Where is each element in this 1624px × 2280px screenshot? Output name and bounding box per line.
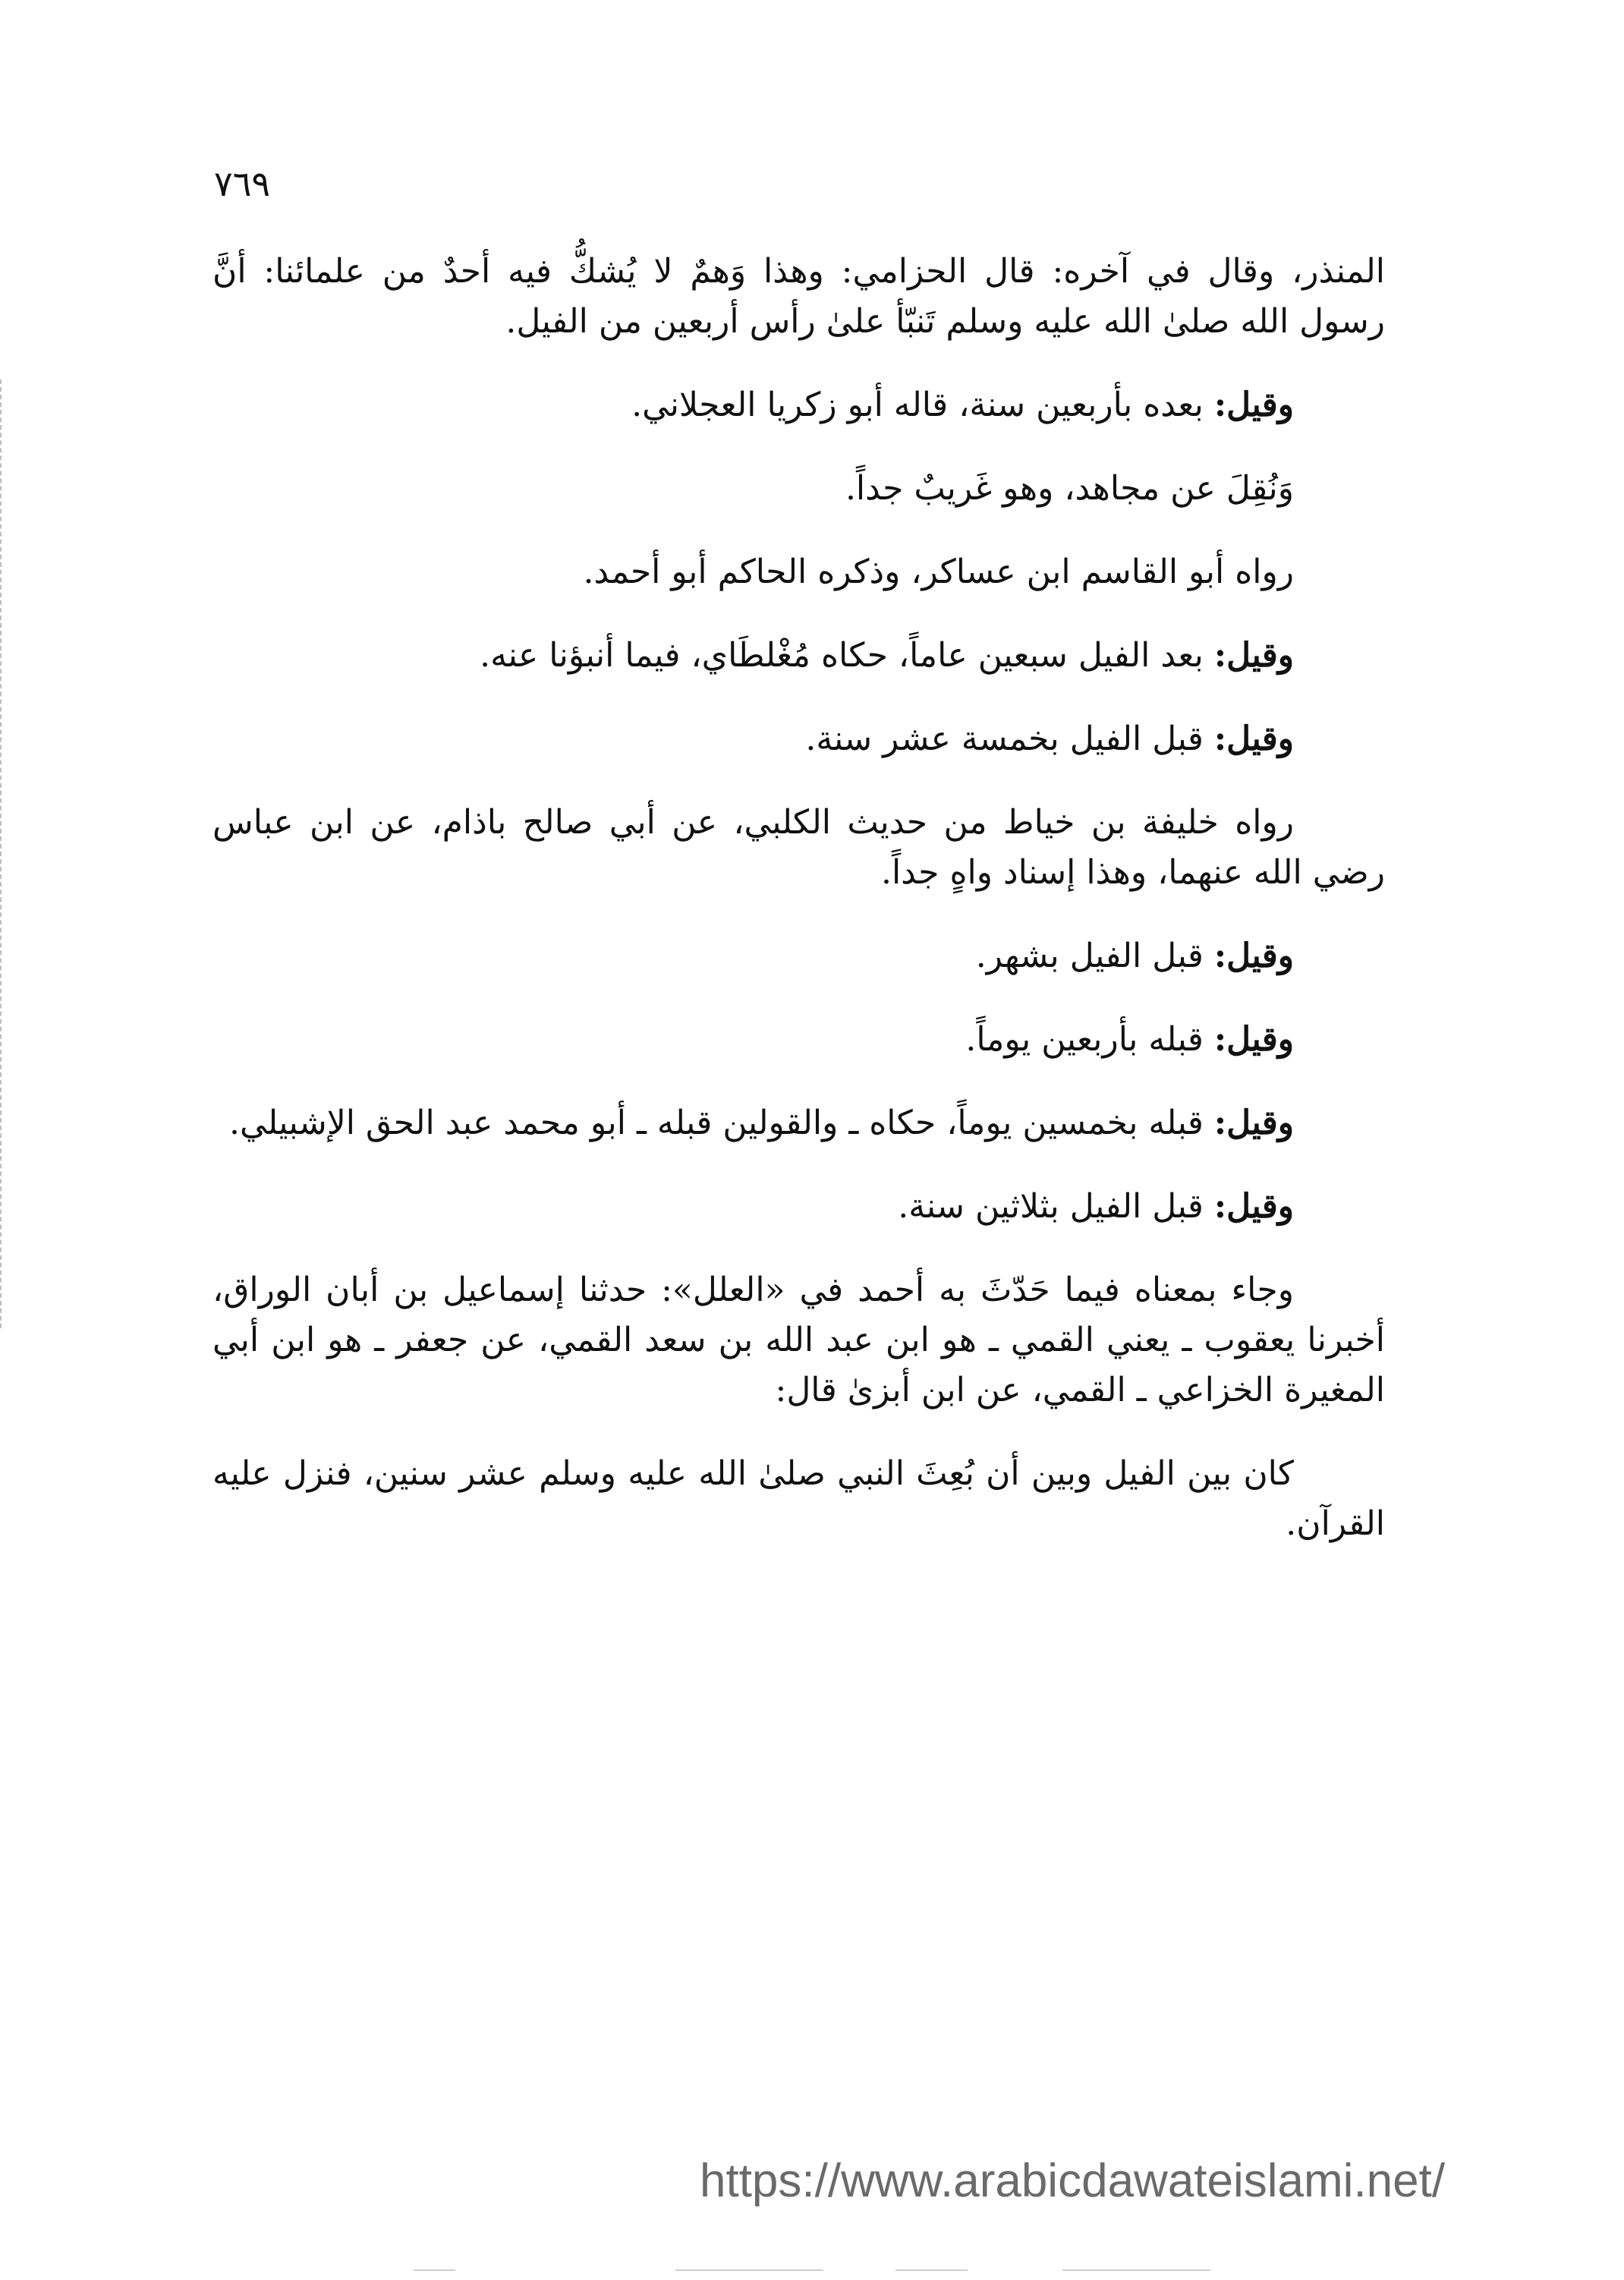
- scan-bottom-rule: [675, 2269, 823, 2271]
- page-number: ٧٦٩: [214, 163, 271, 204]
- paragraph-text: المنذر، وقال في آخره: قال الحزامي: وهذا وَهمٌ لا يُشكُّ فيه أحدٌ من علمائنا: أنَّ رسول الله صلىٰ الله عليه وسلم تَنبّأ علىٰ رأس أربعين من الفيل.: [212, 252, 1385, 341]
- paragraph-lead: وقيل:: [1213, 636, 1294, 675]
- scan-bottom-rule: [1062, 2269, 1210, 2271]
- paragraph-5: [212, 631, 1385, 681]
- paragraph-13: [212, 1449, 1385, 1549]
- paragraph-text: قبل الفيل بثلاثين سنة.: [898, 1187, 1214, 1226]
- paragraph-1: [212, 247, 1385, 347]
- paragraph-2: [212, 380, 1385, 430]
- paragraph-text: وَنُقِلَ عن مجاهد، وهو غَريبٌ جداً.: [845, 469, 1294, 508]
- paragraph-7: [212, 798, 1385, 898]
- paragraph-text: رواه خليفة بن خياط من حديث الكلبي، عن أبي صالح باذام، عن ابن عباس رضي الله عنهما، وهذا إسناد واهٍ جداً.: [212, 803, 1385, 892]
- paragraph-text: بعد الفيل سبعين عاماً، حكاه مُغْلطَاي، فيما أنبؤنا عنه.: [480, 636, 1214, 675]
- paragraph-text: بعده بأربعين سنة، قاله أبو زكريا العجلاني.: [631, 386, 1214, 424]
- scan-bottom-rule: [895, 2269, 968, 2271]
- paragraph-text: قبل الفيل بشهر.: [975, 937, 1214, 975]
- paragraph-text: رواه أبو القاسم ابن عساكر، وذكره الحاكم أبو أحمد.: [583, 553, 1294, 591]
- page-body: [212, 247, 1385, 1582]
- paragraph-lead: وقيل:: [1213, 386, 1294, 424]
- paragraph-8: [212, 931, 1385, 981]
- paragraph-text: قبله بأربعين يوماً.: [965, 1020, 1214, 1059]
- paragraph-text: كان بين الفيل وبين أن بُعِثَ النبي صلىٰ الله عليه وسلم عشر سنين، فنزل عليه القرآن.: [212, 1454, 1385, 1543]
- watermark-url: https://www.arabicdawateislami.net/: [700, 2155, 1446, 2207]
- paragraph-text: قبل الفيل بخمسة عشر سنة.: [805, 720, 1214, 758]
- paragraph-3: [212, 464, 1385, 514]
- paragraph-6: [212, 714, 1385, 764]
- paragraph-text: قبله بخمسين يوماً، حكاه ـ والقولين قبله ـ أبو محمد عبد الحق الإشبيلي.: [229, 1104, 1214, 1142]
- paragraph-11: [212, 1182, 1385, 1232]
- paragraph-12: [212, 1265, 1385, 1416]
- paragraph-lead: وقيل:: [1213, 1104, 1294, 1142]
- paragraph-lead: وقيل:: [1213, 1020, 1294, 1059]
- scan-bottom-rule: [414, 2269, 455, 2271]
- scan-edge-marks: [0, 379, 6, 1328]
- paragraph-lead: وقيل:: [1213, 937, 1294, 975]
- paragraph-4: [212, 547, 1385, 597]
- paragraph-lead: وقيل:: [1213, 1187, 1294, 1226]
- paragraph-10: [212, 1098, 1385, 1148]
- paragraph-9: [212, 1015, 1385, 1065]
- paragraph-lead: وقيل:: [1213, 720, 1294, 758]
- paragraph-text: وجاء بمعناه فيما حَدّثَ به أحمد في «العلل»: حدثنا إسماعيل بن أبان الوراق، أخبرنا يعقوب ـ يعني القمي ـ هو ابن عبد الله بن سعد القمي، عن جعفر ـ هو ابن أبي المغيرة الخزاعي ـ القمي، عن ابن أبزىٰ قال:: [212, 1271, 1385, 1409]
